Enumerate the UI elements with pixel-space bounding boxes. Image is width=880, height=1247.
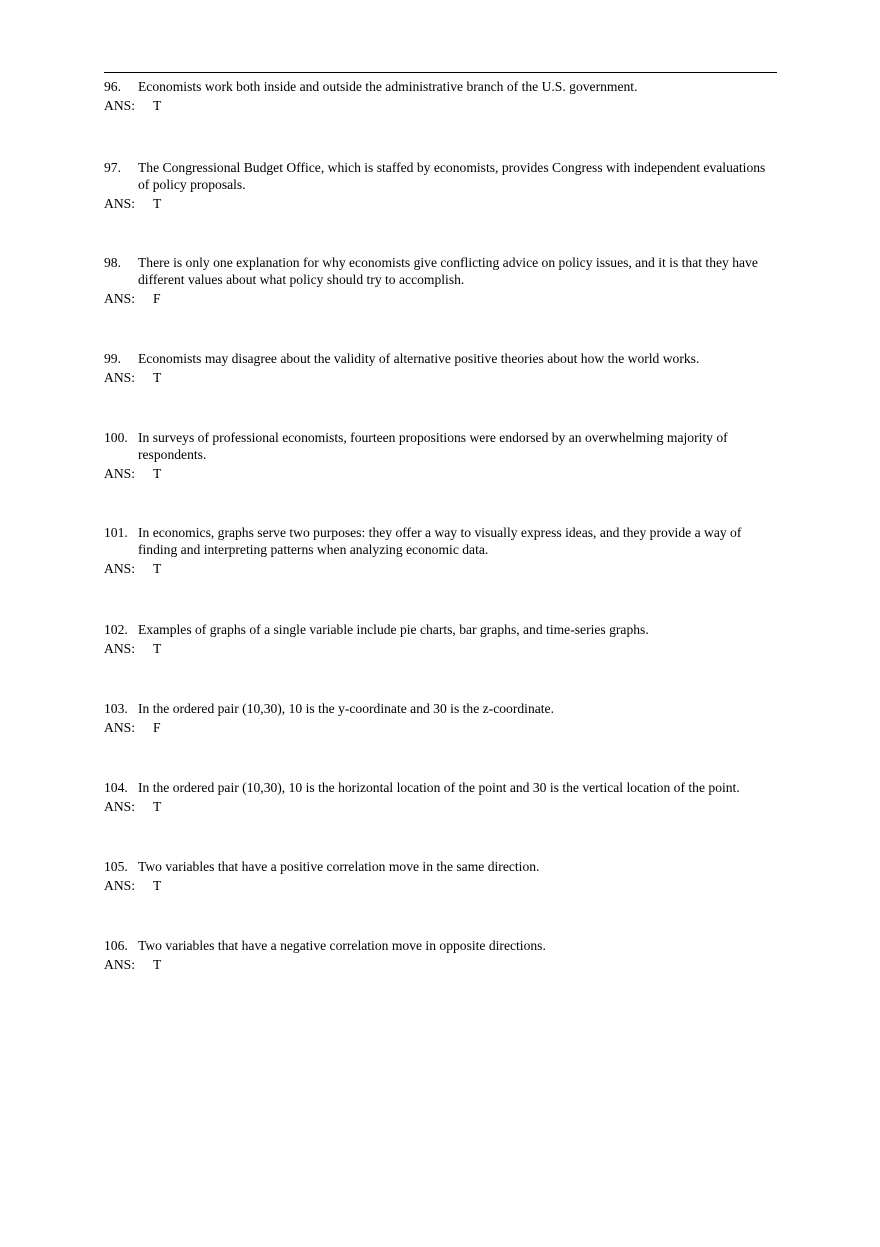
question-item: [104, 858, 780, 894]
question-text: Two variables that have a positive correlation move in the same direction.: [138, 859, 540, 874]
answer-label: ANS:: [104, 957, 135, 972]
answer-label: ANS:: [104, 370, 135, 385]
answer-label: ANS:: [104, 98, 135, 113]
question-text: Economists may disagree about the validity of alternative positive theories about how the world works.: [138, 351, 700, 366]
answer-label: ANS:: [104, 466, 135, 481]
question-number: 100.: [104, 430, 128, 445]
answer-value: T: [153, 196, 162, 211]
answer-value: T: [153, 878, 162, 893]
question-number: 97.: [104, 160, 121, 175]
question-number: 105.: [104, 859, 128, 874]
answer-value: T: [153, 561, 162, 576]
question-text: In economics, graphs serve two purposes: they offer a way to visually express ideas, and they provide a way of finding and interpreting patterns when analyzing economic data.: [138, 525, 742, 557]
answer-value: T: [153, 641, 162, 656]
answer-value: F: [153, 720, 161, 735]
question-item: [104, 700, 780, 736]
question-item: [104, 524, 780, 577]
answer-value: F: [153, 291, 161, 306]
answer-label: ANS:: [104, 799, 135, 814]
answer-label: ANS:: [104, 720, 135, 735]
question-text: In the ordered pair (10,30), 10 is the horizontal location of the point and 30 is the vertical location of the point.: [138, 780, 740, 795]
question-text: Economists work both inside and outside the administrative branch of the U.S. government.: [138, 79, 638, 94]
question-number: 104.: [104, 780, 128, 795]
answer-label: ANS:: [104, 561, 135, 576]
question-number: 96.: [104, 79, 121, 94]
question-text: Examples of graphs of a single variable include pie charts, bar graphs, and time-series graphs.: [138, 622, 649, 637]
top-rule: [104, 72, 777, 73]
question-number: 103.: [104, 701, 128, 716]
answer-value: T: [153, 98, 162, 113]
answer-label: ANS:: [104, 196, 135, 211]
question-item: [104, 350, 780, 386]
question-number: 101.: [104, 525, 128, 540]
question-text: In surveys of professional economists, fourteen propositions were endorsed by an overwhelming majority of respondents.: [138, 430, 728, 462]
question-item: [104, 779, 780, 815]
question-number: 99.: [104, 351, 121, 366]
question-text: The Congressional Budget Office, which is staffed by economists, provides Congress with independent evaluations of policy proposals.: [138, 160, 766, 192]
question-item: [104, 78, 780, 114]
answer-label: ANS:: [104, 641, 135, 656]
answer-label: ANS:: [104, 291, 135, 306]
answer-value: T: [153, 370, 162, 385]
question-item: [104, 621, 780, 657]
answer-value: T: [153, 799, 162, 814]
question-number: 106.: [104, 938, 128, 953]
question-item: [104, 429, 780, 482]
question-item: [104, 159, 780, 212]
answer-value: T: [153, 957, 162, 972]
question-number: 102.: [104, 622, 128, 637]
question-text: There is only one explanation for why economists give conflicting advice on policy issues, and it is that they have different values about what policy should try to accomplish.: [138, 255, 758, 287]
answer-label: ANS:: [104, 878, 135, 893]
question-item: [104, 254, 780, 307]
answer-value: T: [153, 466, 162, 481]
question-item: [104, 937, 780, 973]
question-number: 98.: [104, 255, 121, 270]
question-text: In the ordered pair (10,30), 10 is the y-coordinate and 30 is the z-coordinate.: [138, 701, 554, 716]
question-text: Two variables that have a negative correlation move in opposite directions.: [138, 938, 546, 953]
